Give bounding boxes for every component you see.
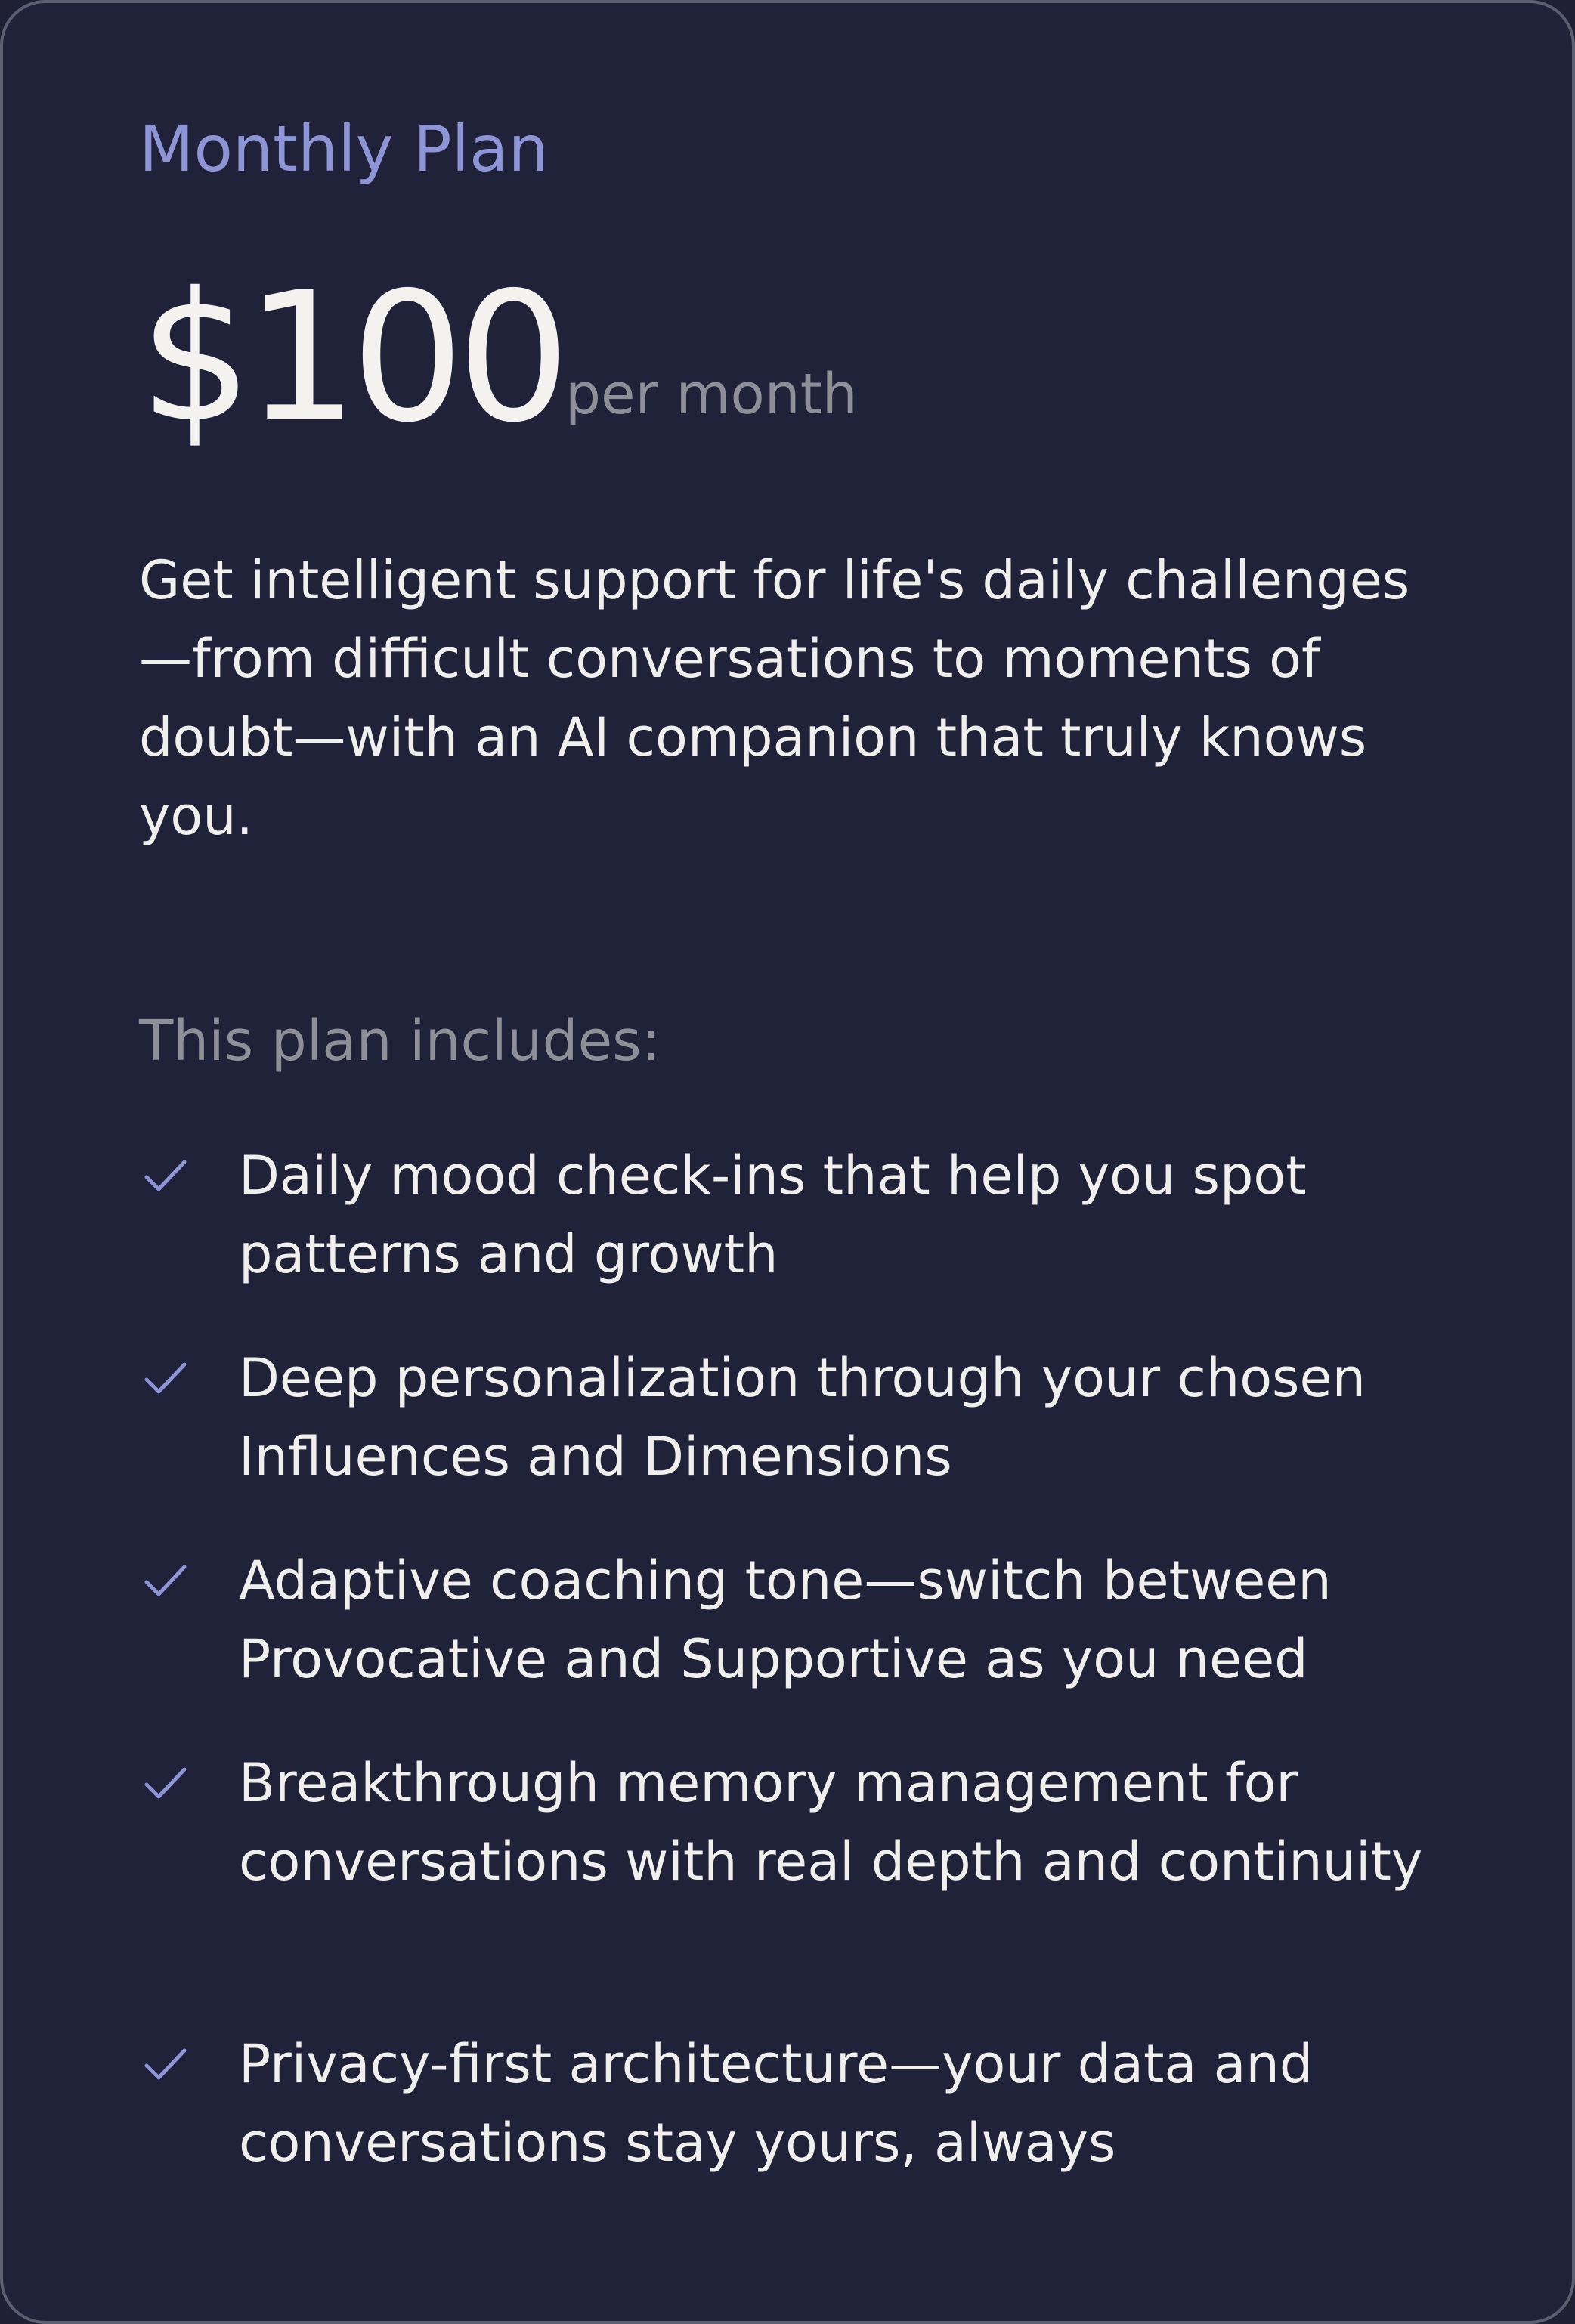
- check-icon: [142, 1358, 189, 1398]
- feature-text: Adaptive coaching tone—switch between Provocative and Supportive as you need: [239, 1550, 1332, 1690]
- includes-heading: This plan includes:: [139, 1009, 661, 1074]
- price-amount: $100: [139, 254, 563, 462]
- price-period: per month: [565, 362, 858, 427]
- check-icon: [142, 1561, 189, 1600]
- feature-text: Daily mood check-ins that help you spot patterns and growth: [239, 1145, 1307, 1285]
- check-icon: [142, 2044, 189, 2084]
- feature-text: Deep personalization through your chosen Influences and Dimensions: [239, 1347, 1366, 1488]
- check-icon: [142, 1156, 189, 1195]
- feature-text: Privacy-first architecture—your data and conversations stay yours, always: [239, 2033, 1314, 2174]
- check-icon: [142, 1763, 189, 1803]
- feature-text: Breakthrough memory management for conversations with real depth and continuity: [239, 1752, 1423, 1893]
- plan-description: Get intelligent support for life's daily challenges—from difficult conversations to moments of doubt—with an AI companion that truly knows you.: [139, 549, 1410, 847]
- plan-title: Monthly Plan: [139, 112, 549, 186]
